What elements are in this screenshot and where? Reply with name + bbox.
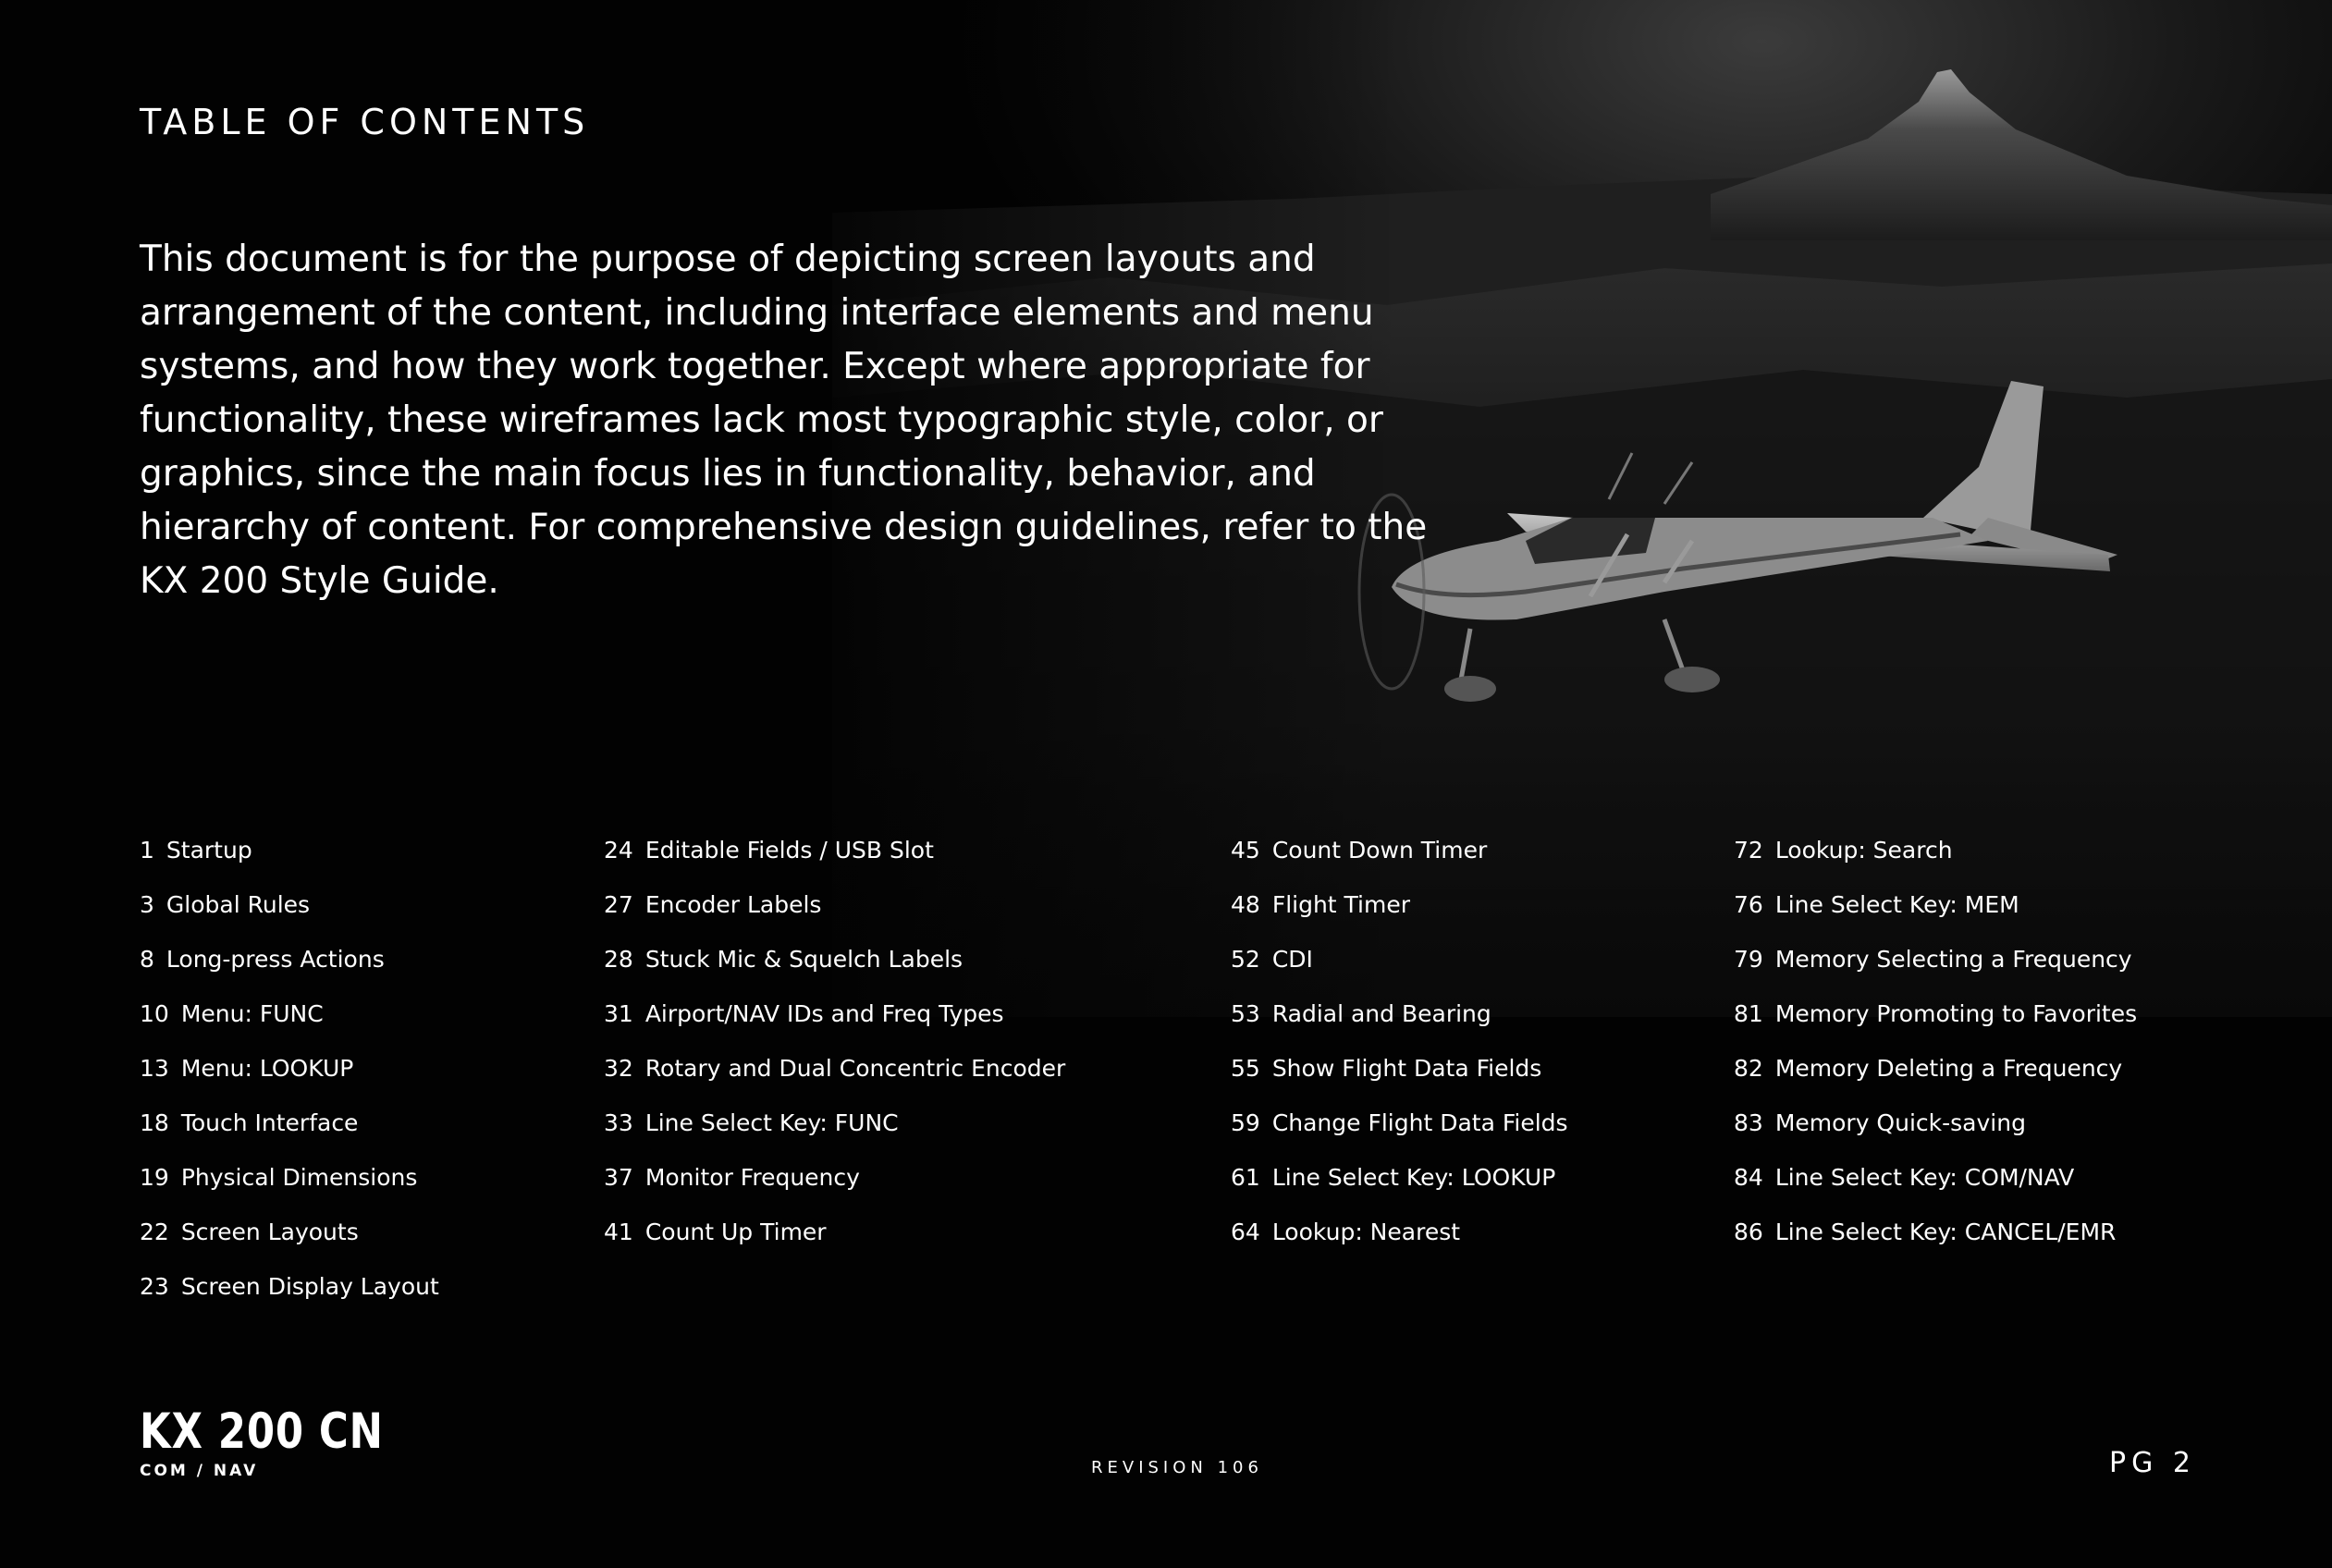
toc-item[interactable] (604, 1212, 1065, 1267)
toc-item-label: Lookup: Nearest (1271, 1219, 1461, 1245)
toc-item[interactable] (140, 830, 439, 885)
toc-item-label: Line Select Key: COM/NAV (1774, 1164, 2075, 1191)
toc-item-label: Long-press Actions (166, 946, 385, 973)
toc-page-number: 52 (1231, 946, 1260, 973)
toc-page-number: 1 (140, 837, 154, 864)
toc-page-number: 83 (1734, 1109, 1763, 1136)
toc-item[interactable] (604, 885, 1065, 939)
toc-item-label: Memory Deleting a Frequency (1774, 1055, 2123, 1082)
toc-item[interactable] (1231, 994, 1568, 1048)
toc-page-number: 45 (1231, 837, 1260, 864)
toc-page-number: 86 (1734, 1219, 1763, 1245)
toc-item-label: Line Select Key: CANCEL/EMR (1774, 1219, 2117, 1245)
toc-item[interactable] (1734, 830, 2137, 885)
toc-item-label: Startup (166, 837, 252, 864)
toc-item[interactable] (1231, 1158, 1568, 1212)
toc-page-number: 37 (604, 1164, 633, 1191)
toc-page-number: 10 (140, 1000, 169, 1027)
toc-page-number: 64 (1231, 1219, 1260, 1245)
toc-page-number: 24 (604, 837, 633, 864)
page-title: TABLE OF CONTENTS (140, 102, 590, 142)
toc-page-number: 33 (604, 1109, 633, 1136)
toc-item-label: Screen Layouts (180, 1219, 359, 1245)
toc-page-number: 31 (604, 1000, 633, 1027)
toc-item[interactable] (1734, 1103, 2137, 1158)
toc-item-label: Touch Interface (180, 1109, 359, 1136)
toc-item[interactable] (140, 1103, 439, 1158)
toc-item[interactable] (1734, 1048, 2137, 1103)
toc-page-number: 55 (1231, 1055, 1260, 1082)
toc-item-label: Editable Fields / USB Slot (644, 837, 934, 864)
toc-item[interactable] (140, 1048, 439, 1103)
page-number: PG 2 (2109, 1447, 2196, 1479)
toc-page-number: 28 (604, 946, 633, 973)
toc-item-label: Rotary and Dual Concentric Encoder (644, 1055, 1066, 1082)
toc-page-number: 48 (1231, 891, 1260, 918)
revision-label: REVISION 106 (1091, 1458, 1263, 1477)
toc-item-label: Screen Display Layout (180, 1273, 439, 1300)
toc-item-label: Physical Dimensions (180, 1164, 418, 1191)
toc-page-number: 3 (140, 891, 154, 918)
toc-item[interactable] (604, 939, 1065, 994)
toc-column-3 (1231, 830, 1568, 1267)
toc-item[interactable] (1231, 1103, 1568, 1158)
toc-item-label: Flight Timer (1271, 891, 1411, 918)
toc-item[interactable] (1231, 1048, 1568, 1103)
toc-item-label: CDI (1271, 946, 1313, 973)
toc-page-number: 13 (140, 1055, 169, 1082)
toc-item[interactable] (1734, 1212, 2137, 1267)
toc-page-number: 27 (604, 891, 633, 918)
toc-item[interactable] (1231, 830, 1568, 885)
toc-page-number: 8 (140, 946, 154, 973)
toc-item[interactable] (604, 1158, 1065, 1212)
toc-item-label: Memory Promoting to Favorites (1774, 1000, 2138, 1027)
toc-item-label: Line Select Key: FUNC (644, 1109, 899, 1136)
intro-paragraph: This document is for the purpose of depicting screen layouts and arrangement of the content, including interface elements and menu systems, and how they work together. Except where appropriate for functionality, these wireframes lack most typographic style, color, or graphics, since the main focus lies in functionality, behavior, and hierarchy of content. For comprehensive design guidelines, refer to the KX 200 Style Guide. (140, 239, 1428, 602)
toc-item-label: Show Flight Data Fields (1271, 1055, 1542, 1082)
toc-column-2 (604, 830, 1065, 1267)
toc-item[interactable] (604, 830, 1065, 885)
toc-item[interactable] (1231, 885, 1568, 939)
toc-item-label: Change Flight Data Fields (1271, 1109, 1568, 1136)
toc-page-number: 22 (140, 1219, 169, 1245)
toc-item-label: Memory Quick-saving (1774, 1109, 2026, 1136)
toc-item[interactable] (1734, 1158, 2137, 1212)
toc-page-number: 59 (1231, 1109, 1260, 1136)
toc-item-label: Count Up Timer (644, 1219, 827, 1245)
toc-page-number: 41 (604, 1219, 633, 1245)
toc-page-number: 23 (140, 1273, 169, 1300)
toc-item[interactable] (1231, 939, 1568, 994)
toc-page-number: 19 (140, 1164, 169, 1191)
toc-page-number: 82 (1734, 1055, 1763, 1082)
toc-item[interactable] (1734, 994, 2137, 1048)
toc-item-label: Airport/NAV IDs and Freq Types (644, 1000, 1004, 1027)
toc-page-number: 81 (1734, 1000, 1763, 1027)
toc-column-4 (1734, 830, 2137, 1267)
toc-item-label: Menu: LOOKUP (180, 1055, 354, 1082)
toc-item[interactable] (604, 1103, 1065, 1158)
toc-item[interactable] (604, 1048, 1065, 1103)
toc-item[interactable] (1734, 885, 2137, 939)
toc-item[interactable] (140, 1212, 439, 1267)
brand-subtitle: COM / NAV (140, 1462, 259, 1480)
toc-page-number: 53 (1231, 1000, 1260, 1027)
toc-item-label: Stuck Mic & Squelch Labels (644, 946, 963, 973)
toc-page-number: 18 (140, 1109, 169, 1136)
toc-page-number: 32 (604, 1055, 633, 1082)
toc-page-number: 79 (1734, 946, 1763, 973)
brand-name: KX 200 CN (140, 1403, 384, 1460)
toc-item-label: Line Select Key: LOOKUP (1271, 1164, 1556, 1191)
toc-item[interactable] (604, 994, 1065, 1048)
toc-column-1 (140, 830, 439, 1321)
toc-page-number: 76 (1734, 891, 1763, 918)
toc-item-label: Lookup: Search (1774, 837, 1953, 864)
toc-item-label: Monitor Frequency (644, 1164, 860, 1191)
toc-page-number: 61 (1231, 1164, 1260, 1191)
toc-item[interactable] (1231, 1212, 1568, 1267)
toc-item-label: Encoder Labels (644, 891, 822, 918)
toc-page-number: 84 (1734, 1164, 1763, 1191)
toc-item-label: Menu: FUNC (180, 1000, 324, 1027)
toc-page-number: 72 (1734, 837, 1763, 864)
toc-item-label: Radial and Bearing (1271, 1000, 1491, 1027)
toc-item-label: Memory Selecting a Frequency (1774, 946, 2132, 973)
brand-logo (140, 1403, 437, 1480)
toc-item[interactable] (140, 1158, 439, 1212)
toc-item[interactable] (1734, 939, 2137, 994)
toc-item-label: Global Rules (166, 891, 311, 918)
toc-item[interactable] (140, 994, 439, 1048)
toc-item-label: Count Down Timer (1271, 837, 1488, 864)
toc-item-label: Line Select Key: MEM (1774, 891, 2019, 918)
toc-item[interactable] (140, 885, 439, 939)
toc-item[interactable] (140, 939, 439, 994)
toc-item[interactable] (140, 1267, 439, 1321)
